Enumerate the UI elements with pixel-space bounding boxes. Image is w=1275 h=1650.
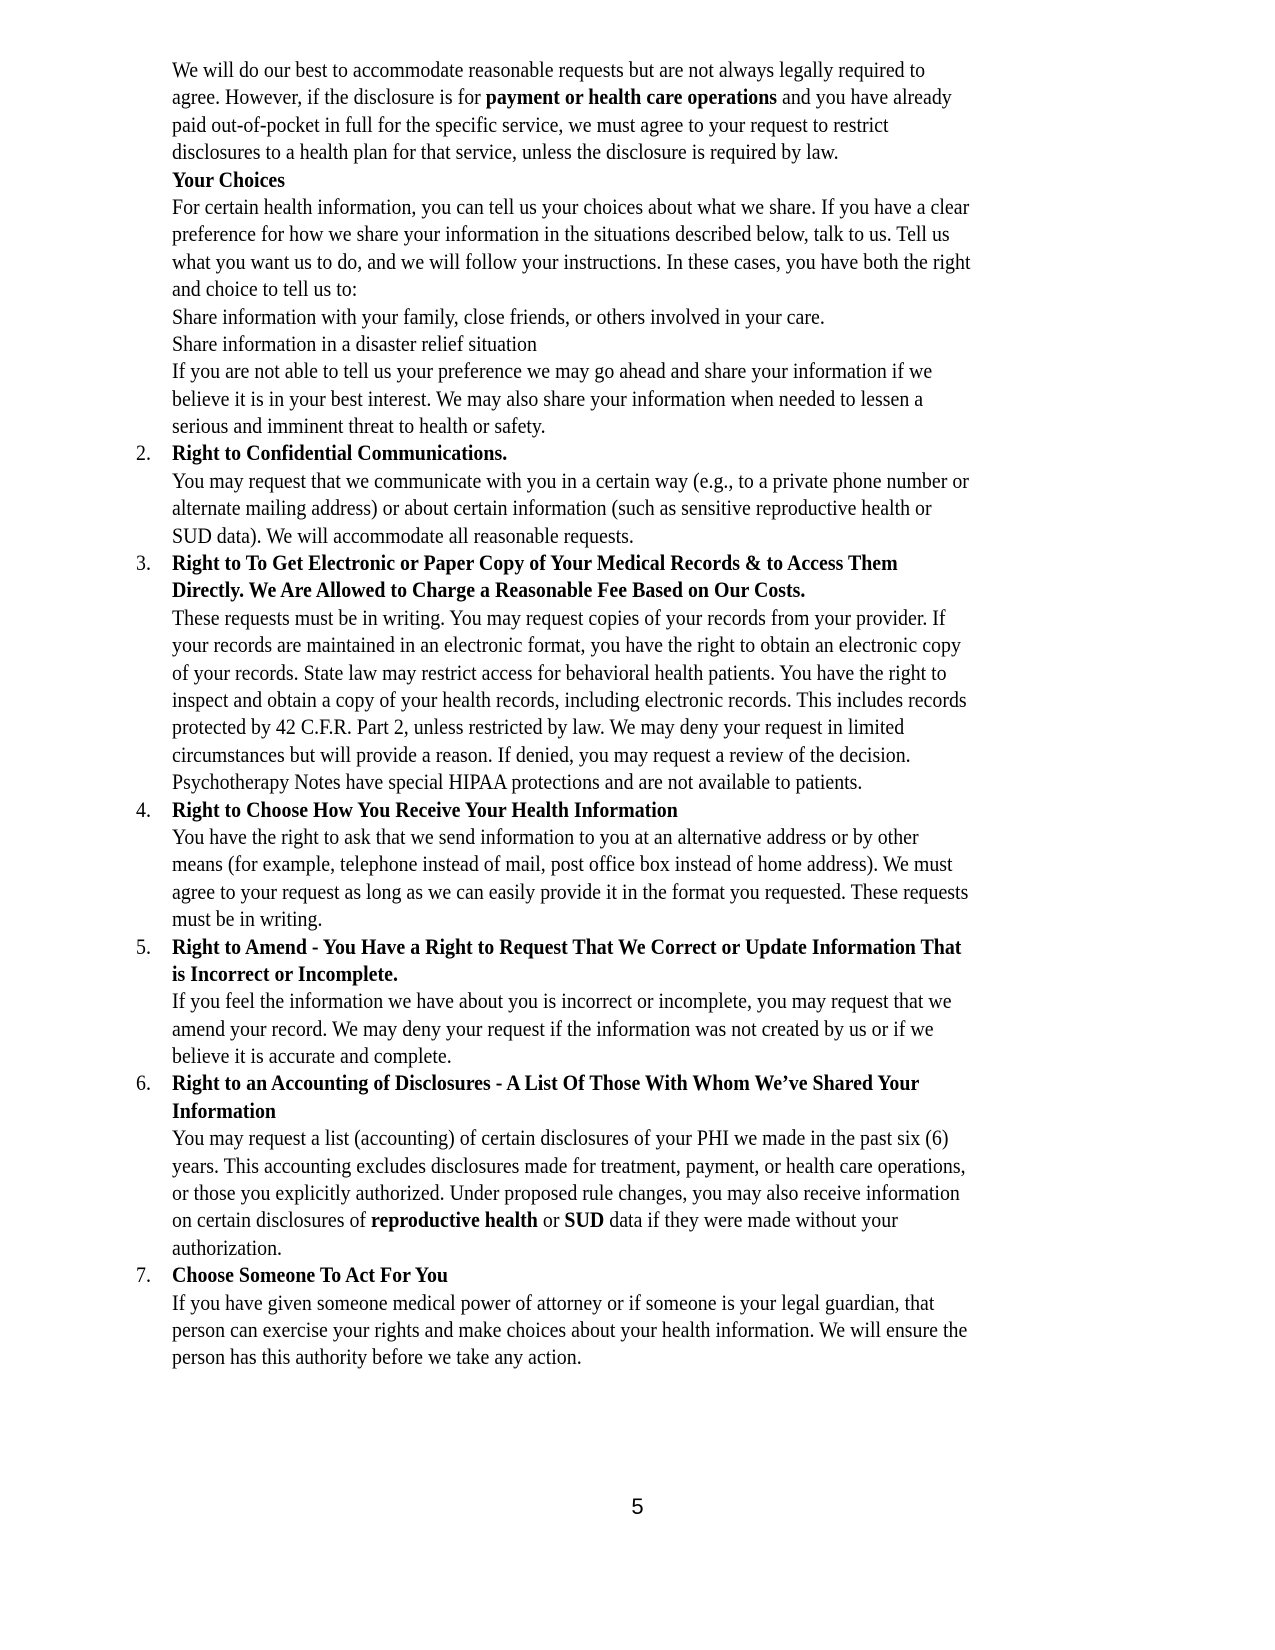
text-line: means (for example, telephone instead of mail, post office box instead of home address). We must [172, 851, 953, 877]
text-line: paid out-of-pocket in full for the specific service, we must agree to your request to restrict [172, 111, 889, 137]
item-title [172, 1069, 1131, 1096]
text-line: If you have given someone medical power of attorney or if someone is your legal guardian, that [172, 1289, 935, 1315]
text-line: protected by 42 C.F.R. Part 2, unless restricted by law. We may deny your request in limited [172, 714, 905, 740]
title-text: Right to an Accounting of Disclosures - A List Of Those With Whom We’ve Shared Your [172, 1070, 920, 1096]
item-title [172, 796, 1131, 823]
item-title [172, 1097, 1131, 1124]
text-line [172, 1206, 1131, 1233]
text-line: inspect and obtain a copy of your health records, including electronic records. This includes records [172, 686, 967, 712]
item-title [172, 960, 1131, 987]
list-item-5 [136, 933, 1132, 1070]
text-line: These requests must be in writing. You may request copies of your records from your provider. If [172, 604, 946, 630]
bold-text-run: SUD [564, 1207, 605, 1233]
text-line: believe it is in your best interest. We may also share your information when needed to lessen a [172, 385, 924, 411]
text-line: person can exercise your rights and make choices about your health information. We will ensure the [172, 1316, 968, 1342]
text-line: of your records. State law may restrict access for behavioral health patients. You have the right to [172, 659, 947, 685]
text-line: SUD data). We will accommodate all reasonable requests. [172, 522, 634, 548]
text-line: Share information in a disaster relief situation [172, 330, 537, 356]
text-run: or [537, 1207, 565, 1233]
list-item-2 [136, 439, 1132, 549]
text-line: what you want us to do, and we will follow your instructions. In these cases, you have both the right [172, 248, 971, 274]
title-text: is Incorrect or Incomplete. [172, 960, 398, 986]
list-number: 5. [136, 933, 151, 959]
text-run: agree. However, if the disclosure is for [172, 84, 486, 110]
your-choices-section [172, 166, 1132, 440]
list-number: 4. [136, 796, 151, 822]
text-run: on certain disclosures of [172, 1207, 372, 1233]
title-text: Information [172, 1097, 276, 1123]
list-item-6 [136, 1069, 1132, 1261]
list-item-7 [136, 1261, 1132, 1371]
text-line: You may request that we communicate with you in a certain way (e.g., to a private phone number or [172, 467, 969, 493]
text-line: preference for how we share your information in the situations described below, talk to us. Tell us [172, 221, 950, 247]
text-line: alternate mailing address) or about certain information (such as sensitive reproductive health or [172, 495, 932, 521]
text-line [172, 83, 1131, 110]
item-title [172, 576, 1131, 603]
section-heading [172, 166, 1131, 193]
list-item-4 [136, 796, 1132, 933]
text-line: disclosures to a health plan for that service, unless the disclosure is required by law. [172, 139, 839, 165]
text-run: and you have already [777, 84, 952, 110]
text-line: If you are not able to tell us your preference we may go ahead and share your information if we [172, 358, 933, 384]
text-line: You may request a list (accounting) of certain disclosures of your PHI we made in the past six (6) [172, 1125, 949, 1151]
text-line: If you feel the information we have about you is incorrect or incomplete, you may request that we [172, 988, 952, 1014]
text-line: your records are maintained in an electronic format, you have the right to obtain an electronic copy [172, 632, 961, 658]
text-line: years. This accounting excludes disclosures made for treatment, payment, or health care operations, [172, 1152, 966, 1178]
text-line: and choice to tell us to: [172, 276, 358, 302]
text-line: believe it is accurate and complete. [172, 1043, 452, 1069]
item-title [172, 933, 1131, 960]
title-text: Right to Confidential Communications. [172, 440, 508, 466]
text-line: circumstances but will provide a reason. If denied, you may request a review of the decision. [172, 741, 911, 767]
bold-text-run: payment or health care operations [485, 84, 778, 110]
text-line: For certain health information, you can tell us your choices about what we share. If you have a clear [172, 193, 970, 219]
text-run: data if they were made without your [604, 1207, 898, 1233]
item-title [172, 549, 1131, 576]
heading-text: Your Choices [172, 166, 286, 192]
document-page [136, 56, 1132, 1371]
list-number: 3. [136, 550, 151, 576]
text-line: person has this authority before we take any action. [172, 1344, 582, 1370]
list-number: 6. [136, 1070, 151, 1096]
title-text: Right to To Get Electronic or Paper Copy of Your Medical Records & to Access Them [172, 550, 898, 576]
title-text: Right to Choose How You Receive Your Health Information [172, 796, 678, 822]
title-text: Directly. We Are Allowed to Charge a Reasonable Fee Based on Our Costs. [172, 577, 806, 603]
text-line: Share information with your family, close friends, or others involved in your care. [172, 303, 825, 329]
text-line: agree to your request as long as we can easily provide it in the format you requested. These requests [172, 878, 969, 904]
title-text: Right to Amend - You Have a Right to Request That We Correct or Update Information That [172, 933, 962, 959]
item-title [172, 439, 1131, 466]
text-line: You have the right to ask that we send information to you at an alternative address or by other [172, 823, 919, 849]
text-line: serious and imminent threat to health or safety. [172, 413, 546, 439]
text-line: We will do our best to accommodate reasonable requests but are not always legally required to [172, 57, 926, 82]
title-text: Choose Someone To Act For You [172, 1262, 449, 1288]
page-number: 5 [631, 1494, 644, 1519]
text-line: amend your record. We may deny your request if the information was not created by us or if we [172, 1015, 934, 1041]
list-item-3 [136, 549, 1132, 796]
text-line: must be in writing. [172, 906, 323, 932]
item-title [172, 1261, 1131, 1288]
text-line: authorization. [172, 1234, 283, 1260]
list-number: 2. [136, 440, 151, 466]
list-number: 7. [136, 1262, 151, 1288]
restriction-paragraph [172, 56, 1132, 166]
text-line: Psychotherapy Notes have special HIPAA protections and are not available to patients. [172, 769, 863, 795]
bold-text-run: reproductive health [371, 1207, 538, 1233]
text-line: or those you explicitly authorized. Under proposed rule changes, you may also receive information [172, 1180, 960, 1206]
